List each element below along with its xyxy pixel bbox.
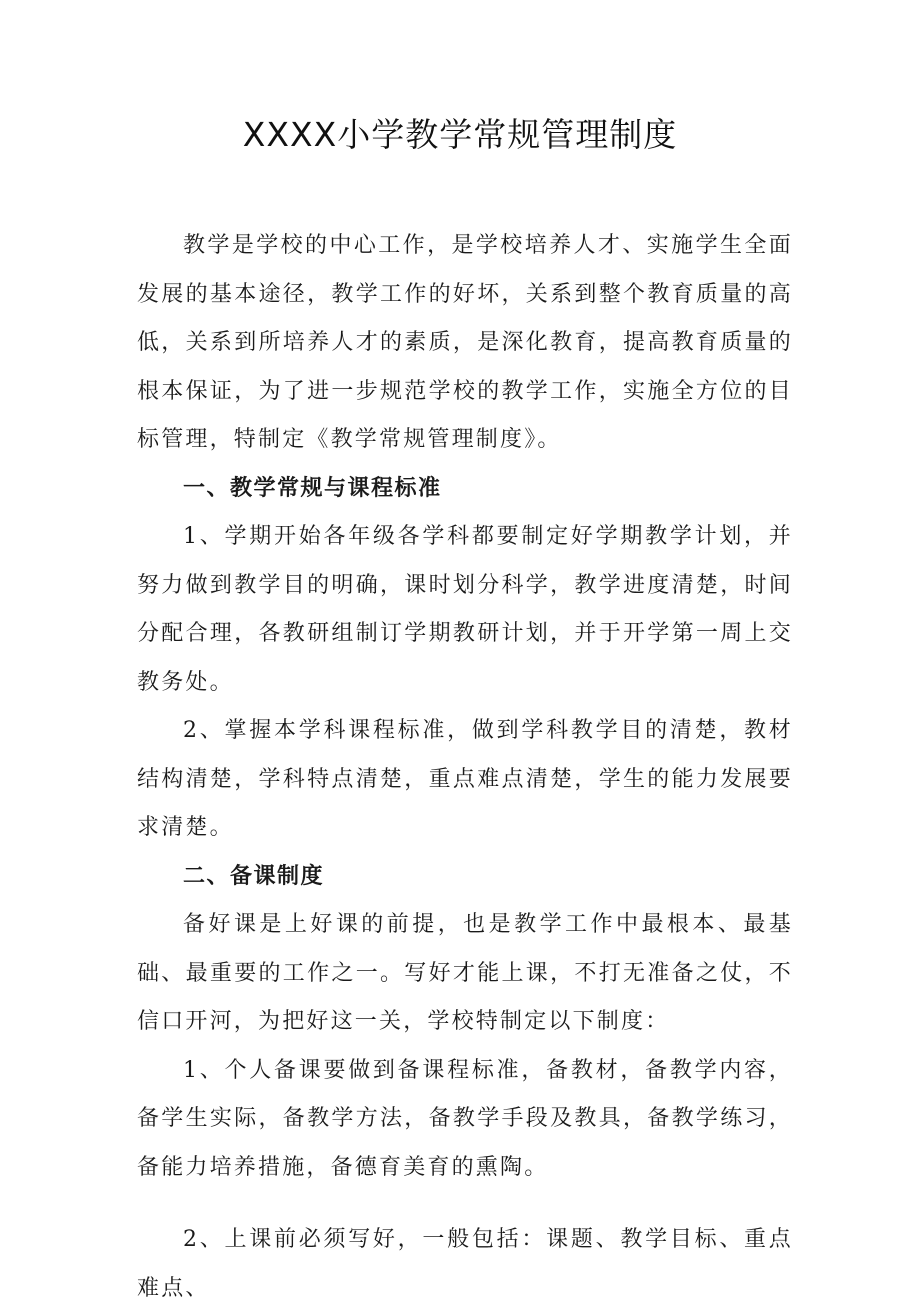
intro-paragraph: 教学是学校的中心工作，是学校培养人才、实施学生全面发展的基本途径，教学工作的好坏，关系到整个教育质量的高低，关系到所培养人才的素质，是深化教育，提高教育质量的根本保证，为了进一步规范学校的教学工作，实施全方位的目标管理，特制定《教学常规管理制度》。 bbox=[137, 233, 793, 452]
section2-intro-paragraph: 备好课是上好课的前提，也是教学工作中最根本、最基础、最重要的工作之一。写好才能上课，不打无准备之仗，不信口开河，为把好这一关，学校特制定以下制度： bbox=[137, 912, 793, 1034]
section-heading-2: 二、备课制度 bbox=[183, 863, 325, 889]
paragraph-gap bbox=[137, 1192, 793, 1216]
section2-item-2: 2、上课前必须写好，一般包括：课题、教学目标、重点难点、 bbox=[137, 1227, 793, 1301]
section2-item-1: 1、个人备课要做到备课程标准，备教材，备教学内容，备学生实际，备教学方法，备教学手段及教具，备教学练习，备能力培养措施，备德育美育的熏陶。 bbox=[137, 1057, 793, 1180]
document-body bbox=[137, 222, 793, 1313]
section-heading-1: 一、教学常规与课程标准 bbox=[183, 475, 442, 501]
section1-item-2: 2、掌握本学科课程标准，做到学科教学目的清楚，教材结构清楚，学科特点清楚，重点难点清楚，学生的能力发展要求清楚。 bbox=[137, 718, 793, 840]
section1-item-1: 1、学期开始各年级各学科都要制定好学期教学计划，并努力做到教学目的明确，课时划分科学，教学进度清楚，时间分配合理，各教研组制订学期教研计划，并于开学第一周上交教务处。 bbox=[137, 524, 793, 695]
document-title: XXXX小学教学常规管理制度 bbox=[242, 115, 678, 154]
